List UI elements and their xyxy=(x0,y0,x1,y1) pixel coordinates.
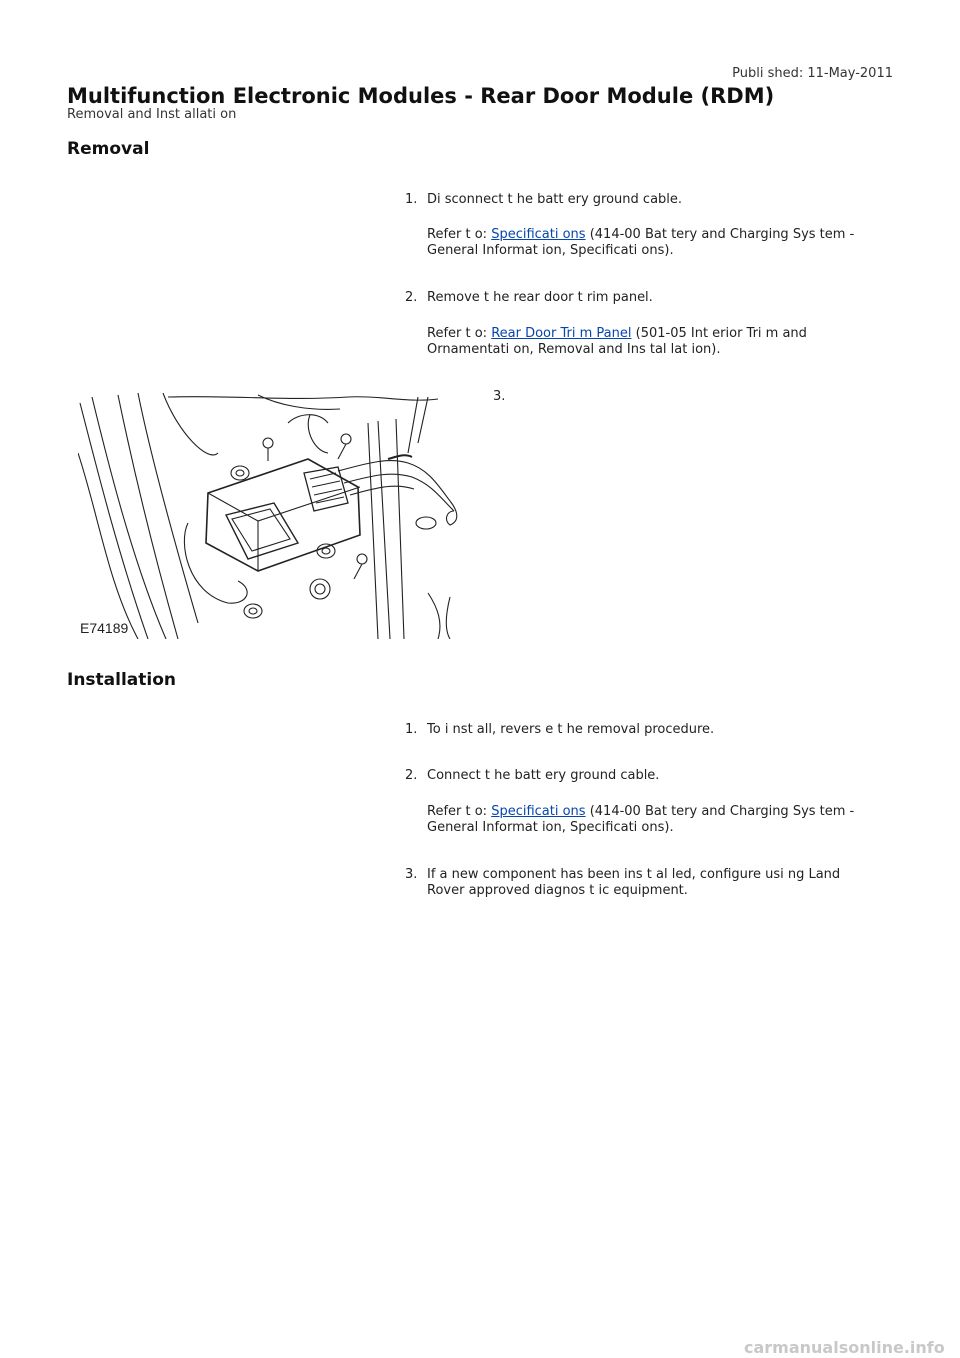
rear-door-module-illustration xyxy=(78,393,461,639)
rear-door-trim-panel-link[interactable]: Rear Door Tri m Panel xyxy=(491,326,632,341)
installation-heading: Installation xyxy=(67,670,177,690)
reference-prefix: Refer t o: xyxy=(427,326,492,341)
reference-suffix: (501-05 Int erior Tri m and Ornamentati on, Removal and Ins tal lat ion). xyxy=(427,326,807,357)
reference-suffix: (414-00 Bat tery and Charging Sys tem - General Informat ion, Specificati ons). xyxy=(427,804,855,835)
reference-prefix: Refer t o: xyxy=(427,227,492,242)
installation-step-3-number: 3. xyxy=(405,867,418,882)
installation-step-1-text: To i nst all, revers e t he removal procedure. xyxy=(427,722,715,737)
page-subtitle: Removal and Inst allati on xyxy=(67,107,237,122)
published-date: Publi shed: 11-May-2011 xyxy=(732,66,893,81)
reference-suffix: (414-00 Bat tery and Charging Sys tem - General Informat ion, Specificati ons). xyxy=(427,227,855,258)
removal-step-2-number: 2. xyxy=(405,290,418,305)
page-title: Multifunction Electronic Modules - Rear Door Module (RDM) xyxy=(67,84,775,108)
installation-step-3-text: If a new component has been ins t al led, configure usi ng Land Rover approved diagnos t ic equipment. xyxy=(427,867,841,898)
reference-prefix: Refer t o: xyxy=(427,804,492,819)
removal-step-1-text: Di sconnect t he batt ery ground cable. xyxy=(427,192,683,207)
removal-step-2-text: Remove t he rear door t rim panel. xyxy=(427,290,653,305)
specifications-link[interactable]: Specificati ons xyxy=(491,227,586,242)
removal-heading: Removal xyxy=(67,139,150,159)
installation-step-2-number: 2. xyxy=(405,768,418,783)
installation-step-2-reference xyxy=(427,804,877,836)
installation-step-1-number: 1. xyxy=(405,722,418,737)
removal-step-3-number: 3. xyxy=(493,389,506,404)
removal-step-1-reference xyxy=(427,227,877,259)
removal-step-2-reference xyxy=(427,326,877,358)
figure-label: E74189 xyxy=(80,620,129,636)
watermark-text: carmanualsonline.info xyxy=(744,1338,945,1357)
removal-step-1-number: 1. xyxy=(405,192,418,207)
specifications-link[interactable]: Specificati ons xyxy=(491,804,586,819)
installation-step-2-text: Connect t he batt ery ground cable. xyxy=(427,768,660,783)
